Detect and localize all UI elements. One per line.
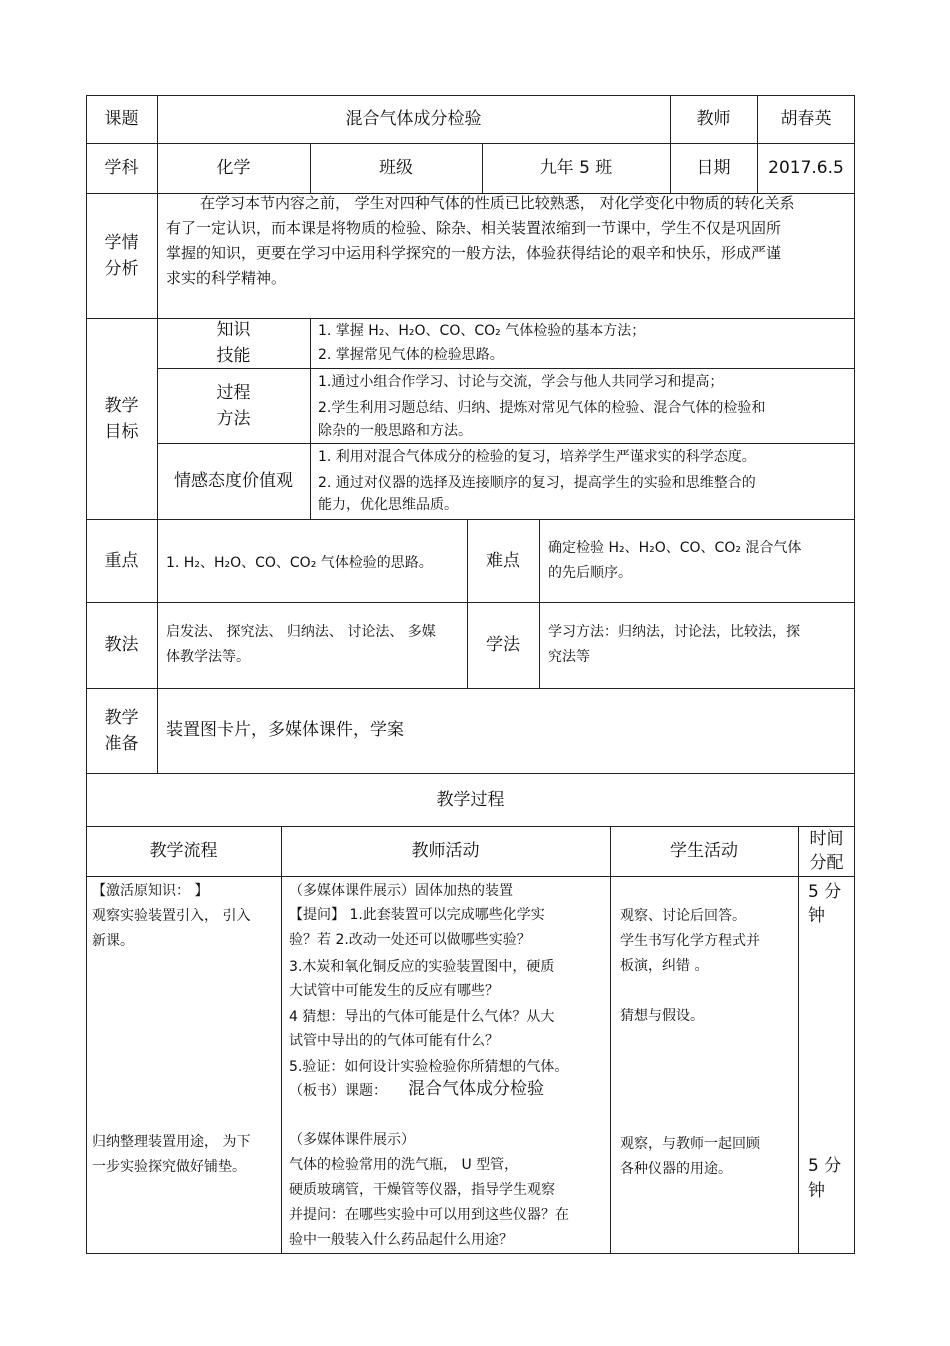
process-method-label bbox=[157, 368, 310, 443]
emotion-label: 情感态度价值观 bbox=[174, 471, 293, 491]
difficult-point-text: 确定检验 H₂、H₂O、CO、CO₂ 混合气体 bbox=[548, 540, 802, 556]
teaching-method-label: 教法 bbox=[104, 635, 139, 655]
teacher-activity-line: （多媒体课件展示）固体加热的装置 bbox=[289, 883, 513, 899]
key-point-label: 重点 bbox=[104, 550, 139, 571]
learning-method-text: 学习方法：归纳法，讨论法，比较法，探 bbox=[548, 624, 800, 640]
teacher-activity-line: 验中一般装入什么药品起什么用途？ bbox=[289, 1232, 513, 1248]
col-divider bbox=[281, 826, 282, 1254]
process-label-line: 方法 bbox=[216, 408, 251, 429]
preparation-label-line: 准备 bbox=[104, 733, 139, 754]
knowledge-label-line: 知识 bbox=[216, 320, 251, 340]
process-label-line: 过程 bbox=[216, 382, 251, 403]
flow-step-text: 归纳整理装置用途， 为下 bbox=[92, 1134, 251, 1150]
objectives-label bbox=[86, 318, 157, 519]
student-activity-line: 观察、讨论后回答。 bbox=[620, 908, 746, 924]
student-activity-line: 学生书写化学方程式并 bbox=[620, 933, 760, 949]
class-value: 九年 5 班 bbox=[539, 158, 613, 178]
time-allocation: 钟 bbox=[808, 1181, 825, 1201]
teacher-activity-line: 4 猜想：导出的气体可能是什么气体？从大 bbox=[289, 1009, 555, 1025]
analysis-text-line: 求实的科学精神。 bbox=[166, 269, 287, 287]
emotion-item: 2. 通过对仪器的选择及连接顺序的复习，提高学生的实验和思维整合的 bbox=[318, 475, 756, 491]
class-label: 班级 bbox=[379, 158, 413, 178]
col-divider bbox=[798, 826, 799, 1254]
topic-label: 课题 bbox=[104, 109, 139, 129]
column-header-teacher: 教师活动 bbox=[411, 841, 480, 861]
subject-label: 学科 bbox=[104, 158, 139, 178]
time-header-line: 分配 bbox=[809, 853, 844, 873]
student-activity-line: 各种仪器的用途。 bbox=[620, 1161, 732, 1177]
analysis-label-line: 学情 bbox=[104, 232, 139, 253]
student-activity-line: 板演，纠错 。 bbox=[620, 958, 709, 974]
time-allocation: 钟 bbox=[808, 906, 825, 926]
col-divider bbox=[539, 519, 540, 688]
analysis-label bbox=[86, 193, 157, 318]
process-item: 1.通过小组合作学习、讨论与交流，学会与他人共同学习和提高； bbox=[318, 374, 724, 390]
preparation-label-line: 教学 bbox=[104, 707, 139, 728]
preparation-text: 装置图卡片，多媒体课件，学案 bbox=[166, 720, 404, 740]
preparation-label bbox=[86, 688, 157, 773]
flow-step-text: 一步实验探究做好铺垫。 bbox=[92, 1159, 246, 1175]
key-point-text: 1. H₂、H₂O、CO、CO₂ 气体检验的思路。 bbox=[166, 555, 433, 571]
teacher-activity-line: 气体的检验常用的洗气瓶， U 型管， bbox=[289, 1157, 519, 1173]
flow-step-text: 【激活原知识： 】 bbox=[92, 883, 209, 899]
process-item: 除杂的一般思路和方法。 bbox=[318, 423, 472, 439]
column-header-flow: 教学流程 bbox=[149, 841, 218, 861]
teacher-activity-line: （多媒体课件展示） bbox=[289, 1132, 415, 1148]
col-divider bbox=[310, 318, 311, 519]
process-section-title: 教学过程 bbox=[436, 789, 505, 810]
student-activity-line: 观察，与教师一起回顾 bbox=[620, 1136, 760, 1152]
teaching-method-text: 体教学法等。 bbox=[166, 649, 250, 665]
difficult-point-text: 的先后顺序。 bbox=[548, 565, 632, 581]
date-label: 日期 bbox=[696, 158, 731, 178]
teacher-name: 胡春英 bbox=[780, 109, 832, 129]
teacher-activity-line: 试管中导出的的气体可能有什么？ bbox=[289, 1033, 499, 1049]
row-divider bbox=[86, 688, 855, 689]
teacher-label: 教师 bbox=[696, 109, 731, 129]
difficult-point-label: 难点 bbox=[486, 550, 520, 571]
teacher-activity-line: 验？若 2.改动一处还可以做哪些实验？ bbox=[289, 932, 531, 948]
analysis-text-line: 在学习本节内容之前， 学生对四种气体的性质已比较熟悉， 对化学变化中物质的转化关系 bbox=[200, 194, 795, 212]
row-divider bbox=[86, 876, 855, 877]
knowledge-item: 2. 掌握常见气体的检验思路。 bbox=[318, 347, 504, 363]
student-activity-line: 猜想与假设。 bbox=[620, 1008, 704, 1024]
teacher-activity-line: 大试管中可能发生的反应有哪些？ bbox=[289, 983, 499, 999]
analysis-text-line: 有了一定认识，而本课是将物质的检验、除杂、相关装置浓缩到一节课中，学生不仅是巩固所 bbox=[166, 219, 782, 237]
time-header-line: 时间 bbox=[809, 829, 844, 849]
teacher-activity-line: 5.验证：如何设计实验检验你所猜想的气体。 bbox=[289, 1059, 569, 1075]
knowledge-item: 1. 掌握 H₂、H₂O、CO、CO₂ 气体检验的基本方法； bbox=[318, 323, 646, 339]
board-writing-label: （板书）课题： bbox=[289, 1083, 387, 1099]
time-allocation: 5 分 bbox=[808, 882, 842, 902]
topic-value: 混合气体成分检验 bbox=[345, 109, 482, 129]
teacher-activity-line: 3.木炭和氧化铜反应的实验装置图中，硬质 bbox=[289, 959, 555, 975]
analysis-text-line: 掌握的知识，更要在学习中运用科学探究的一般方法，体验获得结论的艰辛和快乐，形成严谨 bbox=[166, 244, 782, 262]
learning-method-text: 究法等 bbox=[548, 649, 590, 665]
teacher-activity-line: 硬质玻璃管，干燥管等仪器，指导学生观察 bbox=[289, 1182, 555, 1198]
subject-value: 化学 bbox=[216, 158, 251, 178]
teacher-activity-line: 【提问】 1.此套装置可以完成哪些化学实 bbox=[289, 907, 545, 923]
col-divider bbox=[610, 826, 611, 1254]
knowledge-skills-label bbox=[157, 318, 310, 368]
objectives-label-line: 教学 bbox=[104, 395, 139, 416]
column-header-student: 学生活动 bbox=[670, 841, 738, 861]
emotion-item: 1. 利用对混合气体成分的检验的复习，培养学生严谨求实的科学态度。 bbox=[318, 449, 756, 465]
time-allocation: 5 分 bbox=[808, 1156, 842, 1176]
process-item: 2.学生利用习题总结、归纳、提炼对常见气体的检验、混合气体的检验和 bbox=[318, 400, 766, 416]
objectives-label-line: 目标 bbox=[104, 421, 139, 442]
column-header-time bbox=[798, 826, 855, 876]
flow-step-text: 观察实验装置引入， 引入 bbox=[92, 908, 251, 924]
date-value: 2017.6.5 bbox=[768, 158, 844, 178]
board-writing-title: 混合气体成分检验 bbox=[408, 1079, 544, 1099]
emotion-item: 能力，优化思维品质。 bbox=[318, 497, 458, 513]
teaching-method-text: 启发法、 探究法、 归纳法、 讨论法、 多媒 bbox=[166, 624, 436, 640]
knowledge-label-line: 技能 bbox=[216, 346, 251, 366]
teacher-activity-line: 并提问：在哪些实验中可以用到这些仪器？在 bbox=[289, 1207, 569, 1223]
learning-method-label: 学法 bbox=[486, 635, 520, 655]
analysis-label-line: 分析 bbox=[104, 258, 139, 279]
flow-step-text: 新课。 bbox=[92, 933, 134, 949]
